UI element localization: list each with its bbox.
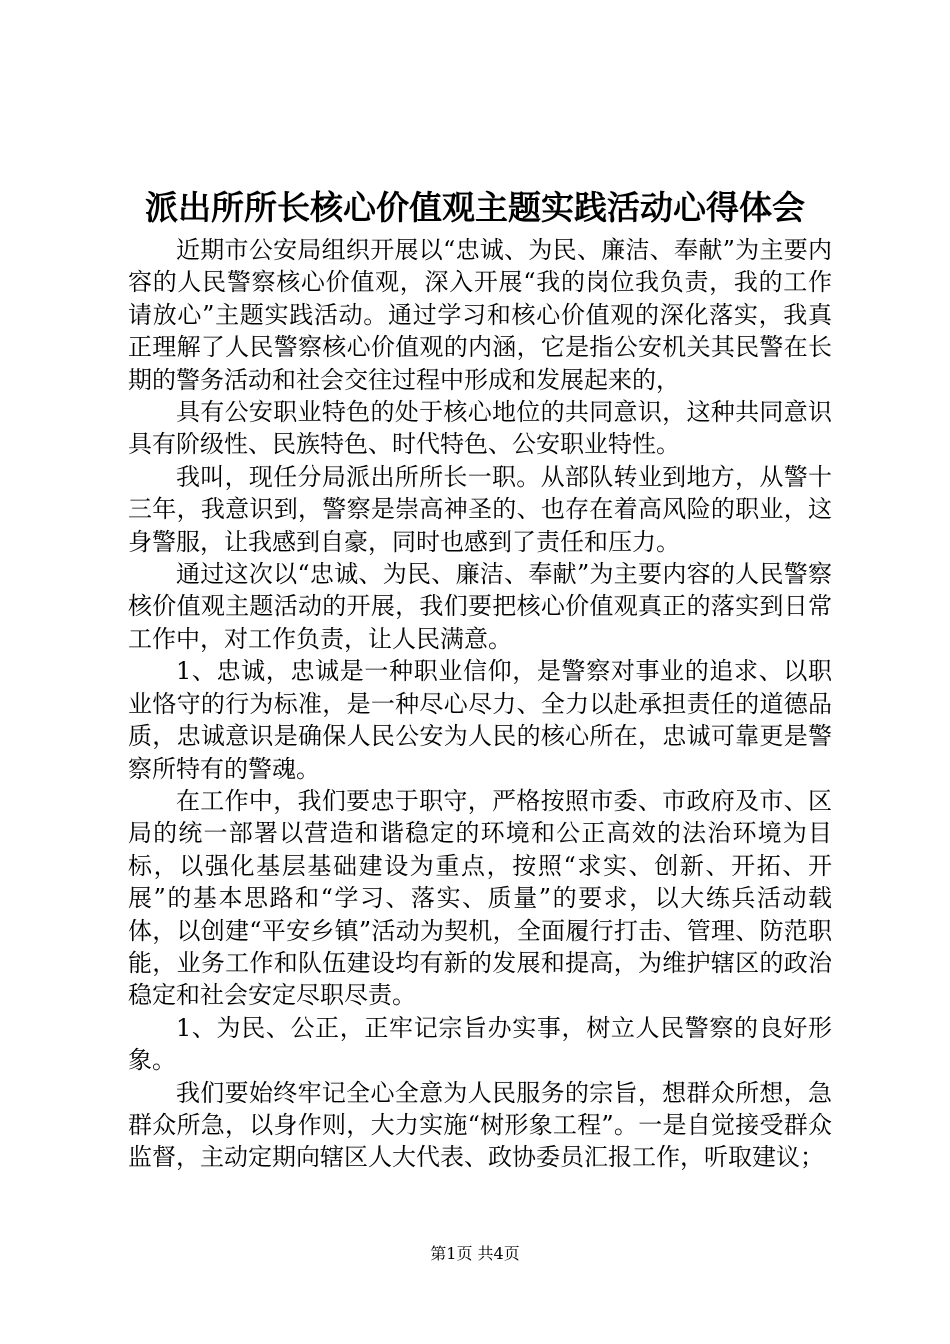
paragraph: 在工作中，我们要忠于职守，严格按照市委、市政府及市、区局的统一部署以营造和谐稳定的环境和公正高效的法治环境为目标，以强化基层基础建设为重点，按照“求实、创新、开拓、开展”的基本思路和“学习、落实、质量”的要求，以大练兵活动载体，以创建“平安乡镇”活动为契机，全面履行打击、管理、防范职能，业务工作和队伍建设均有新的发展和提高，为维护辖区的政治稳定和社会安定尽职尽责。 [128, 786, 832, 1010]
paragraph: 具有公安职业特色的处于核心地位的共同意识，这种共同意识具有阶级性、民族特色、时代特色、公安职业特性。 [128, 398, 832, 459]
paragraph: 1、忠诚，忠诚是一种职业信仰，是警察对事业的追求、以职业恪守的行为标准，是一种尽心尽力、全力以赴承担责任的道德品质，忠诚意识是确保人民公安为人民的核心所在，忠诚可靠更是警察所特有的警魂。 [128, 657, 832, 783]
paragraph: 1、为民、公正，正牢记宗旨办实事，树立人民警察的良好形象。 [128, 1013, 832, 1075]
document-title: 派出所所长核心价值观主题实践活动心得体会 [145, 188, 805, 227]
paragraph: 我们要始终牢记全心全意为人民服务的宗旨，想群众所想，急群众所急，以身作则，大力实施“树形象工程”。一是自觉接受群众监督，主动定期向辖区人大代表、政协委员汇报工作，听取建议； [128, 1078, 832, 1172]
page-footer: 第1页 共4页 [430, 1244, 520, 1263]
paragraph: 通过这次以“忠诚、为民、廉洁、奉献”为主要内容的人民警察核价值观主题活动的开展，我们要把核心价值观真正的落实到日常工作中，对工作负责，让人民满意。 [128, 560, 832, 653]
paragraph: 近期市公安局组织开展以“忠诚、为民、廉洁、奉献”为主要内容的人民警察核心价值观，深入开展“我的岗位我负责，我的工作请放心”主题实践活动。通过学习和核心价值观的深化落实，我真正理解了人民警察核心价值观的内涵，它是指公安机关其民警在长期的警务活动和社会交往过程中形成和发展起来的， [128, 236, 832, 394]
paragraph: 我叫，现任分局派出所所长一职。从部队转业到地方，从警十三年，我意识到，警察是崇高神圣的、也存在着高风险的职业，这身警服，让我感到自豪，同时也感到了责任和压力。 [128, 462, 832, 556]
document-body [128, 234, 832, 1174]
